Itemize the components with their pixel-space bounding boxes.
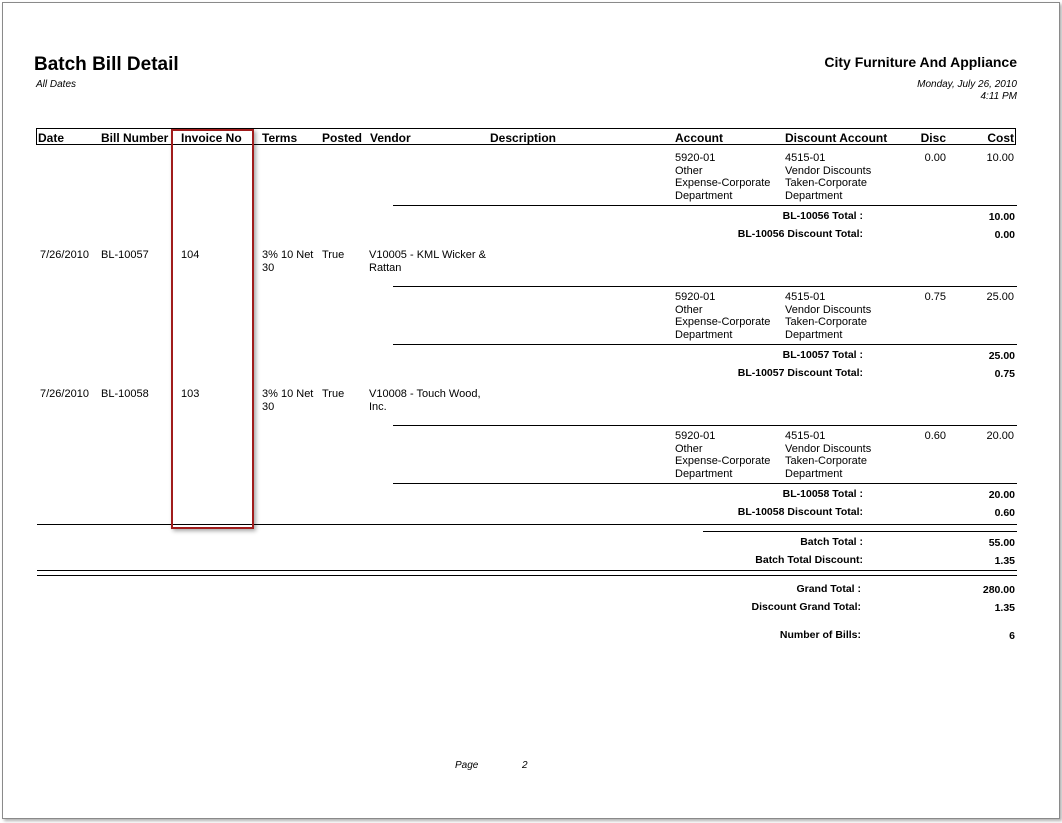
bill-number: BL-10057 — [101, 249, 149, 261]
line-account: 5920-01 Other Expense-Corporate Department — [675, 152, 771, 202]
number-of-bills-value: 6 — [1009, 630, 1015, 642]
bill-discount-total-label: BL-10056 Discount Total: — [737, 228, 863, 240]
bill-posted: True — [322, 388, 345, 400]
bill-total-label: BL-10057 Total : — [782, 349, 863, 361]
bill-discount-total-value: 0.75 — [994, 368, 1015, 380]
report-title: Batch Bill Detail — [34, 54, 179, 75]
col-terms: Terms — [262, 131, 298, 145]
bill-date: 7/26/2010 — [40, 249, 89, 261]
line-discount-account: 4515-01 Vendor Discounts Taken-Corporate Department — [785, 152, 872, 202]
number-of-bills-label: Number of Bills: — [779, 629, 861, 641]
col-vendor: Vendor — [370, 131, 411, 145]
bill-vendor: V10005 - KML Wicker & Rattan — [369, 249, 486, 274]
line-separator — [393, 344, 1017, 345]
report-page — [2, 2, 1060, 819]
bill-invoice-no: 104 — [181, 249, 200, 261]
batch-total-discount-label: Batch Total Discount: — [755, 554, 863, 566]
bill-invoice-no: 103 — [181, 388, 200, 400]
line-separator — [393, 425, 1017, 426]
bill-terms: 3% 10 Net 30 — [262, 249, 314, 274]
bill-discount-total-value: 0.00 — [994, 229, 1015, 241]
page-number: 2 — [522, 760, 528, 771]
bill-total-label: BL-10056 Total : — [782, 210, 863, 222]
report-date-range: All Dates — [36, 79, 77, 90]
bill-terms: 3% 10 Net 30 — [262, 388, 314, 413]
company-name: City Furniture And Appliance — [824, 54, 1017, 70]
bill-total-value: 10.00 — [988, 211, 1015, 223]
batch-total-discount-value: 1.35 — [994, 555, 1015, 567]
line-cost: 20.00 — [986, 430, 1014, 442]
line-cost: 25.00 — [986, 291, 1014, 303]
line-account: 5920-01 Other Expense-Corporate Department — [675, 430, 771, 480]
col-cost: Cost — [987, 131, 1014, 145]
col-description: Description — [490, 131, 557, 145]
grand-total-value: 280.00 — [982, 584, 1015, 596]
discount-grand-total-label: Discount Grand Total: — [751, 601, 861, 613]
bill-discount-total-label: BL-10057 Discount Total: — [737, 367, 863, 379]
bill-date: 7/26/2010 — [40, 388, 89, 400]
line-cost: 10.00 — [986, 152, 1014, 164]
line-disc: 0.60 — [924, 430, 946, 442]
line-disc: 0.00 — [924, 152, 946, 164]
bill-total-label: BL-10058 Total : — [782, 488, 863, 500]
grand-separator-top — [37, 570, 1017, 571]
discount-grand-total-value: 1.35 — [994, 602, 1015, 614]
report-time: 4:11 PM — [980, 91, 1017, 102]
page-label: Page — [455, 760, 479, 771]
grand-separator-bottom — [37, 575, 1017, 576]
line-disc: 0.75 — [924, 291, 946, 303]
batch-total-value: 55.00 — [988, 537, 1015, 549]
grand-total-label: Grand Total : — [796, 583, 861, 595]
bill-total-value: 20.00 — [988, 489, 1015, 501]
line-separator — [393, 286, 1017, 287]
invoice-no-highlight-box — [171, 129, 254, 529]
line-discount-account: 4515-01 Vendor Discounts Taken-Corporate Department — [785, 430, 872, 480]
batch-total-label: Batch Total : — [800, 536, 863, 548]
line-account: 5920-01 Other Expense-Corporate Department — [675, 291, 771, 341]
col-bill-number: Bill Number — [101, 131, 169, 145]
report-date: Monday, July 26, 2010 — [917, 79, 1017, 90]
line-separator — [393, 483, 1017, 484]
batch-total-rule — [703, 531, 1017, 532]
col-disc: Disc — [920, 131, 946, 145]
col-date: Date — [38, 131, 65, 145]
line-discount-account: 4515-01 Vendor Discounts Taken-Corporate Department — [785, 291, 872, 341]
bill-vendor: V10008 - Touch Wood, Inc. — [369, 388, 481, 413]
bill-discount-total-value: 0.60 — [994, 507, 1015, 519]
bill-discount-total-label: BL-10058 Discount Total: — [737, 506, 863, 518]
col-discount-account: Discount Account — [785, 131, 888, 145]
col-invoice-no: Invoice No — [181, 131, 242, 145]
line-separator — [393, 205, 1017, 206]
bill-total-value: 25.00 — [988, 350, 1015, 362]
col-account: Account — [675, 131, 723, 145]
bill-number: BL-10058 — [101, 388, 149, 400]
bill-posted: True — [322, 249, 345, 261]
col-posted: Posted — [322, 131, 363, 145]
